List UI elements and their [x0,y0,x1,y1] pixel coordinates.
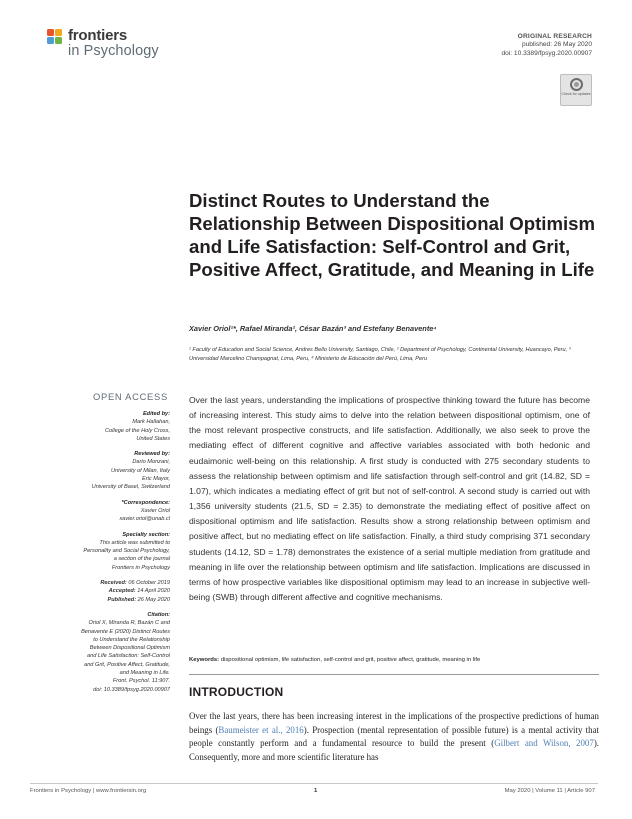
editor-affiliation: College of the Holy Cross, [105,427,170,434]
keywords-label: Keywords: [189,657,220,663]
reviewer-affiliation: University of Basel, Switzerland [91,484,170,491]
specialty-line: Personality and Social Psychology, [83,548,170,555]
citation-line: Between Dispositional Optimism [89,645,170,652]
doi-link[interactable]: doi: 10.3389/fpsyg.2020.00907 [501,49,592,57]
citation-line: and Grit, Positive Affect, Gratitude, [84,661,170,668]
specialty-line: a section of the journal [113,556,170,563]
author-list: Xavier Oriol¹*, Rafael Miranda², César Bazán³ and Estefany Benavente⁴ [189,324,437,333]
abstract-text: Over the last years, understanding the implications of prospective thinking toward the future has become of increasing interest. This study aims to delve into the relation between dispositional optimism, one of the most relevant prospective constructs, and life satisfaction. Additionally, we also seek to prove the mediating effect of different cognitive and affective variables associated with both hedonic and eudaimonic well-being on this relationship. A first study is conducted with 275 secondary students to assess the relationship between optimism and life satisfaction through self-control and grit (14.82, SD = 1.07), which indicates a mediating effect of grit but not of self-control. A second study is carried out with 1,356 university students (21.5, SD = 2.35) to demonstrate the mediating effect of positive affect on dispositional optimism and life satisfaction. Results show a strong relationship between optimism and positive affect, but no mediating effect on life satisfaction. Finally, a third study comprising 371 secondary students (14.12, SD = 1.78) demonstrates the existence of a serial multiple mediation from gratitude and meaning in life over the relationship between optimism and life satisfaction. Implications are discussed in terms of how prospective variables like dispositional optimism may lead to an increase in subjective well-being (SWB) through different affective and cognitive mechanisms. [189,395,590,603]
editor-country: United States [136,435,170,442]
specialty-section-label: Specialty section: [122,531,170,538]
citation-line: Benavente E (2020) Distinct Routes [81,628,170,635]
article-meta-header [501,33,592,58]
page-number: 1 [314,788,318,794]
frontiers-logo-mark-icon [47,29,65,47]
published-date-sidebar: Published: 26 May 2020 [107,596,170,603]
keywords-list: dispositional optimism, life satisfaction, self-control and grit, positive affect, gratitude, meaning in life [220,657,481,663]
reviewer-name[interactable]: Dario Monzani, [132,459,170,466]
footer-divider [30,783,598,784]
reviewer-affiliation: University of Milan, Italy [110,467,170,474]
logo-journal-name: in Psychology [68,43,159,59]
editor-name[interactable]: Mark Hallahan, [132,419,170,426]
published-date: published: 26 May 2020 [521,41,592,49]
divider [189,674,599,675]
introduction-paragraph: Over the last years, there has been increasing interest in the implications of the prospective predictions of human beings (Baumeister et al., 2016). Prospection (mental representation of possible future) is a mental activity that people constantly perform and a fundamental resource to build the present (Gilbert and Wilson, 2007). Consequently, more and more scientific literature has [189,711,599,763]
reviewed-by-label: Reviewed by: [134,451,170,458]
correspondence-email-link[interactable]: xavier.oriol@unab.cl [119,516,170,523]
citation-line: Oriol X, Miranda R, Bazán C and [88,620,170,627]
citation-line: and Meaning in Life. [119,670,170,677]
section-heading-introduction: INTRODUCTION [189,685,284,699]
citation-label: Citation: [147,611,170,618]
specialty-line: Frontiers in Psychology [111,564,170,571]
article-type: ORIGINAL RESEARCH [517,33,592,40]
check-updates-label: Check for updates [561,92,591,96]
citation-link[interactable]: Baumeister et al., 2016 [218,724,304,735]
article-title: Distinct Routes to Understand the Relationship Between Dispositional Optimism and Life Satisfaction: Self-Control and Grit, Positive Affect, Gratitude, and Meaning in Life [189,190,596,280]
article-dates [30,579,170,604]
correspondence-name: Xavier Oriol [140,507,170,514]
specialty-line: This article was submitted to [99,539,170,546]
keywords [189,656,599,664]
correspondence-label: *Correspondence: [121,499,170,506]
citation-line: to Understand the Relationship [93,636,170,643]
accepted-date: Accepted: 14 April 2020 [108,588,170,595]
article-info-sidebar [30,410,170,694]
footer-issue-info: May 2020 | Volume 11 | Article 907 [504,788,595,794]
logo-brand-name: frontiers [68,27,128,44]
reviewer-name[interactable]: Eric Mayor, [142,476,170,483]
citation-line: and Life Satisfaction: Self-Control [86,653,170,660]
frontiers-logo[interactable] [47,27,167,63]
edited-by-label: Edited by: [142,411,170,417]
open-access-label: OPEN ACCESS [93,391,168,402]
citation-link[interactable]: Gilbert and Wilson, 2007 [494,738,594,749]
affiliations: ¹ Faculty of Education and Social Science, Andres Bello University, Santiago, Chile, ² Department of Psychology, Continental University, Huancayo, Peru, ³ Universidad Marcelino Champagnat, Lima, Peru, ⁴ Ministerio de Educación del Perú, Lima, Peru [189,347,571,363]
check-for-updates-button[interactable] [560,74,592,106]
citation-line: Front. Psychol. 11:907. [112,678,170,685]
check-updates-icon [570,78,583,91]
footer-journal-link[interactable]: Frontiers in Psychology | www.frontiersin.org [30,788,147,794]
citation-doi-link[interactable]: doi: 10.3389/fpsyg.2020.00907 [93,686,170,693]
received-date: Received: 06 October 2019 [100,580,170,587]
